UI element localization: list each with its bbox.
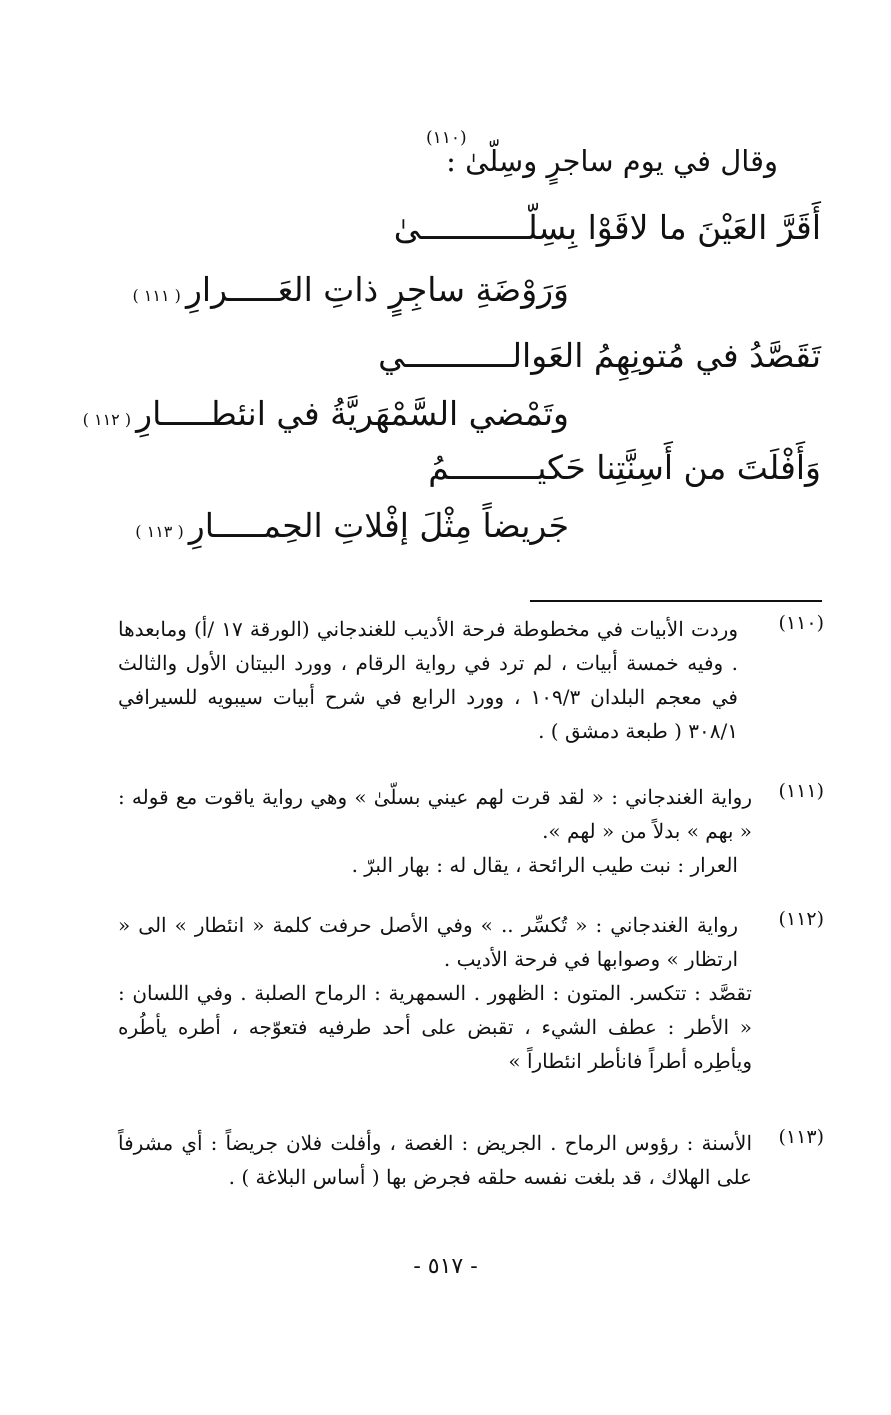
verse-line-1 bbox=[394, 208, 821, 247]
footnote-body bbox=[118, 612, 752, 748]
footnote-body bbox=[118, 1126, 752, 1194]
footnote-body bbox=[118, 908, 752, 1078]
introduction-text: وقال في يوم ساجرٍ وسِلّىٰ : bbox=[446, 144, 778, 178]
verse-line-5 bbox=[428, 448, 821, 487]
footnote-number: (١١٣) bbox=[778, 1126, 824, 1148]
footnote-paragraph: وردت الأبيات في مخطوطة فرحة الأديب للغندجاني (الورقة ١٧ /أ) ومابعدها . وفيه خمسة أبيات ، لم ترد في رواية الرقام ، وورد البيتان الأول والثالث في معجم البلدان ١٠٩/٣ ، وورد الرابع في شرح أبيات سيبويه للسيرافي ٣٠٨/١ ( طبعة دمشق ) . bbox=[118, 617, 738, 743]
footnote-body bbox=[118, 780, 752, 882]
verse-line-3 bbox=[378, 336, 821, 375]
verse-text: وَرَوْضَةِ ساجِرٍ ذاتِ العَـــــرارِ bbox=[185, 270, 569, 309]
footnote-ref-113: ( ١١٣ ) bbox=[135, 522, 184, 541]
verse-line-4 bbox=[77, 394, 569, 433]
page-number: - ٥١٧ - bbox=[413, 1254, 478, 1279]
footnote-number: (١١١) bbox=[778, 780, 824, 802]
poem-introduction bbox=[380, 118, 778, 188]
footnote-paragraph: رواية الغندجاني : « تُكسِّر .. » وفي الأصل حرفت كلمة « انئطار » الى « ارتظار » وصوابها في فرحة الأديب . bbox=[118, 913, 738, 971]
footnote-paragraph: الأسنة : رؤوس الرماح . الجريض : الغصة ، وأفلت فلان جريضاً : أي مشرفاً على الهلاك ، قد بلغت نفسه حلقه فجرض بها ( أساس البلاغة ) . bbox=[118, 1131, 752, 1189]
verse-text: وَأَفْلَتَ من أَسِنَّتِنا حَكيـــــــــمُ bbox=[428, 448, 821, 487]
verse-line-2 bbox=[126, 270, 569, 309]
footnote-paragraph: العرار : نبت طيب الرائحة ، يقال له : بهار البرّ . bbox=[351, 853, 738, 877]
footnote-separator bbox=[530, 600, 822, 602]
footnote-number: (١١٠) bbox=[778, 612, 824, 634]
footnote-ref-112: ( ١١٢ ) bbox=[82, 410, 132, 429]
footnote-paragraph: تقصَّد : تتكسر. المتون : الظهور . السمهرية : الرماح الصلبة . وفي اللسان : « الأطر : عطف الشيء ، تقبض على أحد طرفيه فتعوّجه ، أطره يأطُره ويأطِره أطراً فانأطر انئطاراً » bbox=[118, 981, 752, 1073]
verse-line-6 bbox=[129, 506, 569, 545]
verse-text: أَقَرَّ العَيْنَ ما لاقَوْا بِسِلّـــــــــــىٰ bbox=[393, 208, 821, 247]
footnote-ref-111: ( ١١١ ) bbox=[132, 286, 181, 305]
footnote-number: (١١٢) bbox=[778, 908, 824, 930]
verse-text: تَقَصَّدُ في مُتونِهِمُ العَوالـــــــــــي bbox=[378, 336, 821, 375]
verse-text: جَريضاً مِثْلَ إفْلاتِ الحِمـــــارِ bbox=[188, 506, 569, 545]
verse-text: وتَمْضي السَّمْهَريَّةُ في انئطـــــارِ bbox=[136, 394, 569, 433]
footnote-paragraph: رواية الغندجاني : « لقد قرت لهم عيني بسلّىٰ » وهي رواية ياقوت مع قوله : « بهم » بدلاً من « لهم ». bbox=[118, 785, 752, 843]
footnote-ref-110: (١١٠) bbox=[426, 128, 467, 148]
